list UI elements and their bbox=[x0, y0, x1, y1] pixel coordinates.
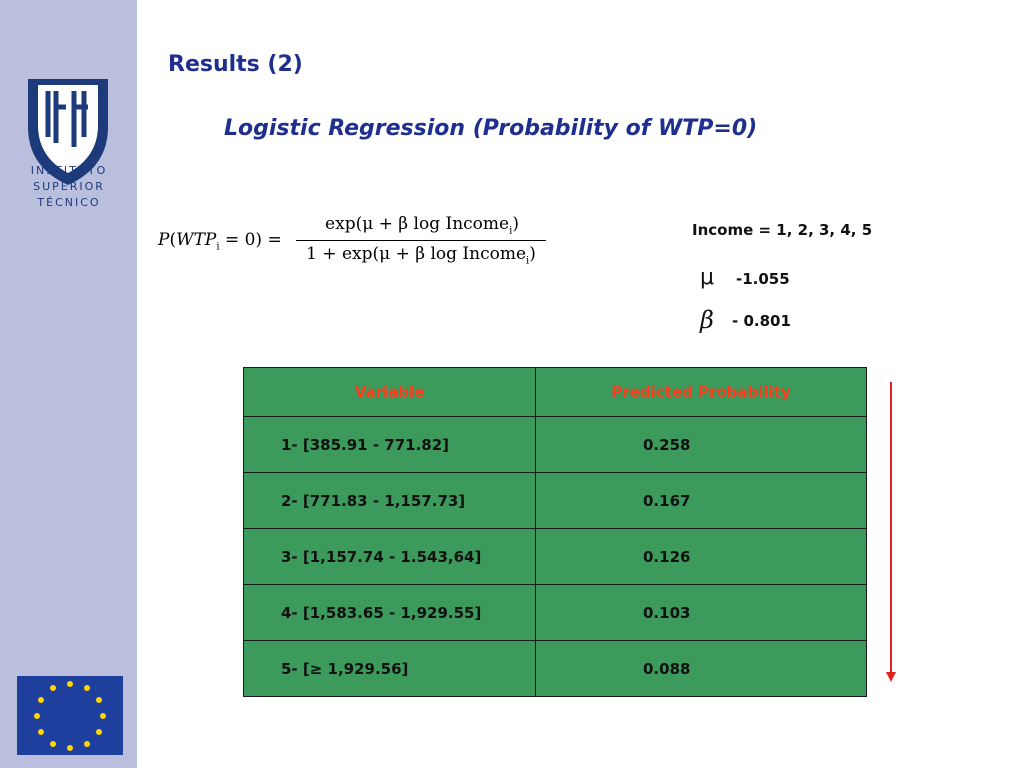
decreasing-arrow-icon bbox=[885, 382, 897, 682]
header-predicted-probability: Predicted Probability bbox=[536, 368, 867, 417]
cell-variable: 3- [1,157.74 - 1.543,64] bbox=[244, 529, 536, 585]
cell-probability: 0.126 bbox=[536, 529, 867, 585]
table-row bbox=[244, 473, 867, 529]
formula-denominator-text: 1 + exp(μ + β log Income bbox=[306, 244, 527, 264]
institution-name bbox=[14, 163, 124, 211]
cell-variable: 4- [1,583.65 - 1,929.55] bbox=[244, 585, 536, 641]
cell-variable: 2- [771.83 - 1,157.73] bbox=[244, 473, 536, 529]
cell-variable: 1- [385.91 - 771.82] bbox=[244, 417, 536, 473]
formula-numerator-sub: i bbox=[509, 225, 513, 237]
cell-probability: 0.167 bbox=[536, 473, 867, 529]
sidebar bbox=[0, 0, 137, 768]
formula-lhs: $P(WTP_i = 0)$ = bbox=[158, 230, 282, 253]
table-row bbox=[244, 417, 867, 473]
table-row bbox=[244, 529, 867, 585]
mu-value: -1.055 bbox=[736, 270, 790, 288]
slide-subtitle: Logistic Regression (Probability of WTP=0) bbox=[224, 116, 758, 141]
formula-lhs-sub: i bbox=[216, 241, 220, 253]
formula-numerator-text: exp(μ + β log Income bbox=[325, 214, 510, 234]
table-row bbox=[244, 585, 867, 641]
cell-variable: 5- [≥ 1,929.56] bbox=[244, 641, 536, 697]
formula-p: P bbox=[158, 230, 170, 250]
formula-lhs-rest: = 0) = bbox=[219, 230, 282, 250]
table-header-row bbox=[244, 368, 867, 417]
formula-numerator-close: ) bbox=[512, 214, 519, 234]
eu-life-logo bbox=[17, 676, 123, 755]
slide-title: Results (2) bbox=[168, 52, 303, 77]
results-table bbox=[243, 367, 867, 697]
formula-denominator-close: ) bbox=[529, 244, 536, 264]
formula-numerator bbox=[298, 214, 546, 236]
beta-symbol: β bbox=[700, 306, 714, 334]
table-row bbox=[244, 641, 867, 697]
formula-denominator-sub: i bbox=[526, 255, 530, 267]
cell-probability: 0.088 bbox=[536, 641, 867, 697]
beta-value: - 0.801 bbox=[732, 312, 791, 330]
cell-probability: 0.103 bbox=[536, 585, 867, 641]
fraction-bar bbox=[296, 240, 546, 241]
formula-wtp: WTP bbox=[176, 230, 217, 250]
eu-stars-icon bbox=[17, 676, 123, 755]
mu-symbol: μ bbox=[700, 265, 714, 290]
institution-line-3: TÉCNICO bbox=[37, 196, 101, 209]
income-values: Income = 1, 2, 3, 4, 5 bbox=[692, 221, 873, 239]
logistic-formula bbox=[158, 214, 558, 274]
institution-line-2: SUPERIOR bbox=[33, 180, 105, 193]
institution-line-1: INSTITUTO bbox=[30, 164, 108, 177]
header-variable: Variable bbox=[244, 368, 536, 417]
formula-denominator bbox=[290, 244, 552, 266]
cell-probability: 0.258 bbox=[536, 417, 867, 473]
